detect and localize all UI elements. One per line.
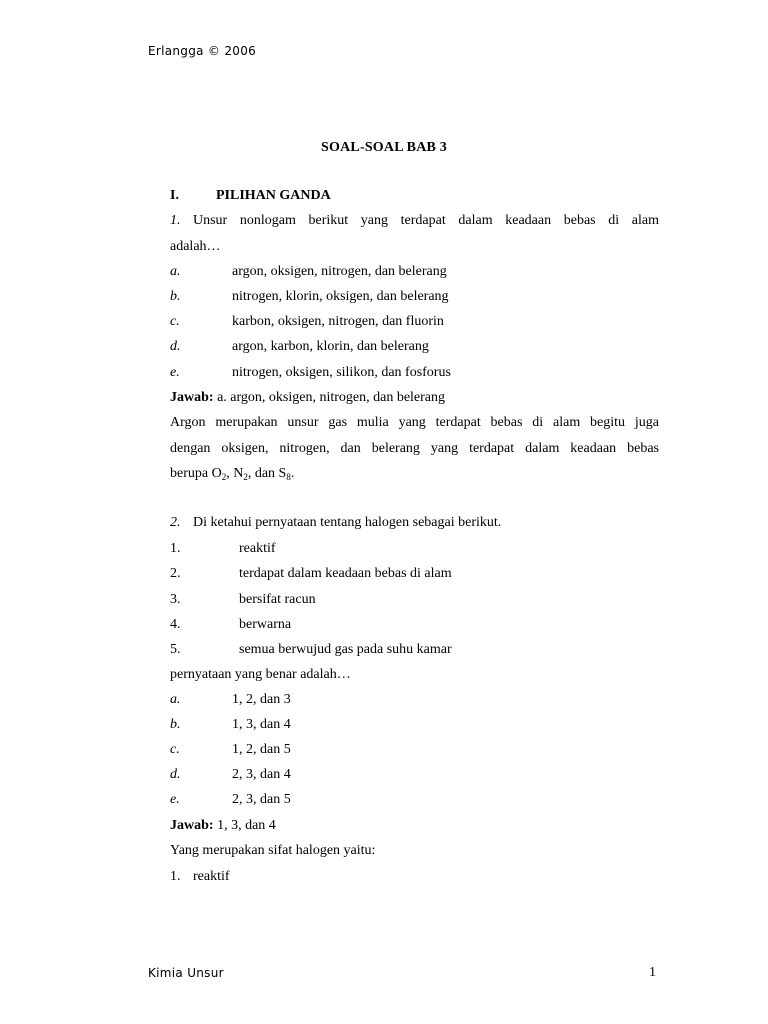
q2-statement-4-num: 4. <box>170 617 181 632</box>
q2-option-e-letter: e. <box>170 792 180 807</box>
q2-option-a-text: 1, 2, dan 3 <box>232 692 291 707</box>
q1-option-a-letter: a. <box>170 264 181 279</box>
q2-option-d-text: 2, 3, dan 4 <box>232 767 291 782</box>
q2-statement-5-num: 5. <box>170 642 181 657</box>
q1-exp-sub-s: 8 <box>286 472 291 482</box>
q1-option-c-letter: c. <box>170 314 180 329</box>
q1-option-c-text: karbon, oksigen, nitrogen, dan fluorin <box>232 314 444 329</box>
q2-prompt: pernyataan yang benar adalah… <box>170 667 351 682</box>
q1-exp-sub-n: 2 <box>243 472 248 482</box>
q2-statement-5-text: semua berwujud gas pada suhu kamar <box>239 642 452 657</box>
q1-option-b-text: nitrogen, klorin, oksigen, dan belerang <box>232 289 449 304</box>
q1-exp-sub-o: 2 <box>221 472 227 482</box>
question-2-number: 2. <box>170 515 181 530</box>
q2-statement-1-num: 1. <box>170 541 181 556</box>
page-header: Erlangga © 2006 <box>148 44 257 58</box>
q1-exp-text-d: . <box>290 466 295 481</box>
page-number: 1 <box>649 965 656 980</box>
q2-option-c-letter: c. <box>170 742 180 757</box>
q2-statement-3-num: 3. <box>170 592 181 607</box>
q2-statement-1-text: reaktif <box>239 541 276 556</box>
section-title: PILIHAN GANDA <box>216 188 331 203</box>
q1-option-a-text: argon, oksigen, nitrogen, dan belerang <box>232 264 447 279</box>
page-footer-title: Kimia Unsur <box>148 966 224 980</box>
q1-answer <box>170 390 445 406</box>
q1-option-d-text: argon, karbon, klorin, dan belerang <box>232 339 429 354</box>
page-title: SOAL-SOAL BAB 3 <box>321 140 447 155</box>
question-2-text: Di ketahui pernyataan tentang halogen sebagai berikut. <box>193 515 502 530</box>
q2-explanation: Yang merupakan sifat halogen yaitu: <box>170 843 376 858</box>
question-1-number: 1. <box>170 213 181 228</box>
q1-answer-label: Jawab: <box>170 390 214 405</box>
q1-answer-text: a. argon, oksigen, nitrogen, dan belerang <box>213 390 446 405</box>
q2-answer <box>170 818 276 834</box>
q2-statement-2-num: 2. <box>170 566 181 581</box>
q2-statement-4-text: berwarna <box>239 617 292 632</box>
q2-statement-2-text: terdapat dalam keadaan bebas di alam <box>239 566 452 581</box>
q1-option-b-letter: b. <box>170 289 181 304</box>
q2-option-e-text: 2, 3, dan 5 <box>232 792 291 807</box>
q2-list-1-num: 1. <box>170 869 181 884</box>
q2-answer-text: 1, 3, dan 4 <box>213 818 276 833</box>
q2-option-b-text: 1, 3, dan 4 <box>232 717 291 732</box>
q1-exp-text-b: , N <box>226 466 244 481</box>
q2-answer-label: Jawab: <box>170 818 214 833</box>
q2-statement-3-text: bersifat racun <box>239 592 316 607</box>
question-1-text-line1: Unsur nonlogam berikut yang terdapat dalam keadaan bebas di alam <box>193 213 659 228</box>
q2-option-b-letter: b. <box>170 717 181 732</box>
q2-option-a-letter: a. <box>170 692 181 707</box>
q1-option-e-text: nitrogen, oksigen, silikon, dan fosforus <box>232 365 451 380</box>
q2-list-1-text: reaktif <box>193 869 230 884</box>
q1-explanation-line2: dengan oksigen, nitrogen, dan belerang yang terdapat dalam keadaan bebas <box>170 441 659 456</box>
q1-explanation-line3 <box>170 466 294 482</box>
q1-exp-text-a: berupa O <box>170 466 222 481</box>
section-number: I. <box>170 188 179 203</box>
q2-option-c-text: 1, 2, dan 5 <box>232 742 291 757</box>
q1-exp-text-c: , dan S <box>247 466 287 481</box>
q1-explanation-line1: Argon merupakan unsur gas mulia yang terdapat bebas di alam begitu juga <box>170 415 659 430</box>
question-1-text-line2: adalah… <box>170 239 221 254</box>
q1-option-d-letter: d. <box>170 339 181 354</box>
q1-option-e-letter: e. <box>170 365 180 380</box>
q2-option-d-letter: d. <box>170 767 181 782</box>
